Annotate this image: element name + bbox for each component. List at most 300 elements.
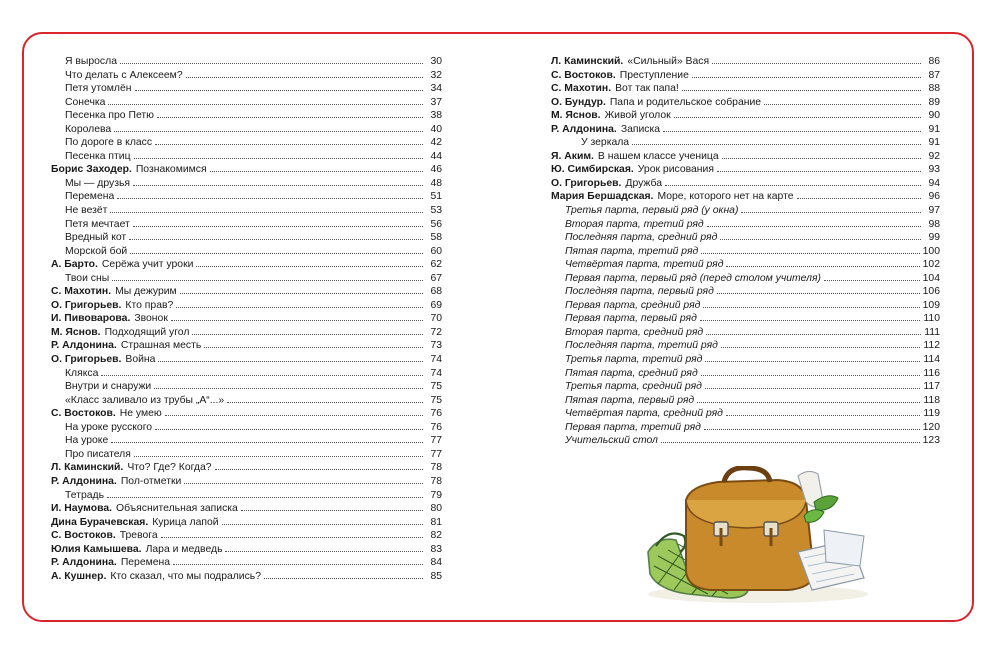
toc-dot-leader <box>632 135 921 145</box>
toc-entry-title: Королева <box>65 123 112 135</box>
toc-entry <box>551 284 940 298</box>
toc-entry-title: Клякса <box>65 367 99 379</box>
toc-entry-title: Внутри и снаружи <box>65 381 152 393</box>
toc-entry-page-number: 80 <box>430 503 442 515</box>
toc-entry-page-number: 74 <box>430 367 442 379</box>
toc-entry-title: Третья парта, третий ряд <box>565 354 703 366</box>
toc-dot-leader <box>165 406 423 416</box>
toc-entry-page-number: 100 <box>922 245 940 257</box>
toc-entry-page-number: 48 <box>430 177 442 189</box>
toc-entry-page-number: 37 <box>430 96 442 108</box>
toc-dot-leader <box>133 176 423 186</box>
toc-entry-title: Кто сказал, что мы подрались? <box>110 570 262 582</box>
toc-dot-leader <box>204 338 423 348</box>
toc-dot-leader <box>697 393 920 403</box>
toc-entry-page-number: 118 <box>923 394 940 406</box>
toc-entry-page-number: 120 <box>922 421 940 433</box>
toc-entry-page-number: 72 <box>430 326 442 338</box>
toc-entry-page-number: 73 <box>430 340 442 352</box>
toc-entry-author: С. Востоков. <box>51 408 116 420</box>
toc-entry <box>551 393 940 407</box>
toc-entry-page-number: 97 <box>928 205 940 217</box>
toc-entry-page-number: 116 <box>923 367 940 379</box>
toc-entry-page-number: 92 <box>928 150 940 162</box>
toc-entry-title: Пятая парта, третий ряд <box>565 245 699 257</box>
toc-entry-author: М. Яснов. <box>51 326 101 338</box>
toc-dot-leader <box>110 203 423 213</box>
toc-dot-leader <box>797 189 922 199</box>
toc-entry-page-number: 42 <box>430 137 442 149</box>
toc-entry-page-number: 85 <box>430 570 442 582</box>
toc-dot-leader <box>663 122 921 132</box>
toc-entry-title: Третья парта, средний ряд <box>565 381 702 393</box>
toc-entry-page-number: 62 <box>430 259 442 271</box>
toc-entry <box>551 95 940 109</box>
toc-dot-leader <box>726 406 921 416</box>
toc-dot-leader <box>741 203 921 213</box>
toc-entry-author: С. Востоков. <box>551 69 616 81</box>
toc-dot-leader <box>722 149 921 159</box>
toc-dot-leader <box>192 325 423 335</box>
toc-entry <box>551 257 940 271</box>
toc-entry-author: М. Яснов. <box>551 110 601 122</box>
toc-dot-leader <box>241 501 423 511</box>
toc-dot-leader <box>700 311 921 321</box>
toc-entry-page-number: 38 <box>430 110 442 122</box>
toc-entry-page-number: 89 <box>928 96 940 108</box>
toc-entry <box>51 217 442 231</box>
toc-entry <box>51 81 442 95</box>
toc-right-column <box>551 54 940 447</box>
toc-dot-leader <box>704 420 920 430</box>
toc-entry <box>51 406 442 420</box>
toc-dot-leader <box>701 244 919 254</box>
toc-entry-title: Что? Где? Когда? <box>127 462 212 474</box>
toc-entry-page-number: 53 <box>430 205 442 217</box>
toc-entry-title: Познакомимся <box>135 164 207 176</box>
toc-entry <box>51 162 442 176</box>
toc-entry-author: А. Барто. <box>51 259 98 271</box>
toc-entry <box>51 515 442 529</box>
toc-entry-title: Тетрадь <box>65 489 104 501</box>
toc-entry-title: Папа и родительское собрание <box>609 96 762 108</box>
toc-entry <box>551 81 940 95</box>
toc-entry-author: О. Григорьев. <box>551 177 622 189</box>
toc-entry <box>551 54 940 68</box>
toc-entry-page-number: 119 <box>923 408 940 420</box>
toc-entry-page-number: 82 <box>430 530 442 542</box>
toc-entry <box>51 393 442 407</box>
toc-entry <box>51 298 442 312</box>
toc-dot-leader <box>134 149 423 159</box>
toc-entry-title: Пятая парта, средний ряд <box>565 367 698 379</box>
toc-entry-author: Мария Бершадская. <box>551 191 654 203</box>
toc-entry-page-number: 68 <box>430 286 442 298</box>
toc-dot-leader <box>682 81 921 91</box>
toc-dot-leader <box>158 352 423 362</box>
toc-entry-title: Вот так папа! <box>615 83 679 95</box>
toc-entry <box>51 122 442 136</box>
toc-entry-title: Записка <box>620 123 661 135</box>
toc-entry <box>51 230 442 244</box>
toc-entry-title: Мы дежурим <box>115 286 177 298</box>
toc-entry <box>551 149 940 163</box>
toc-entry-title: По дороге в класс <box>65 137 153 149</box>
toc-entry <box>51 338 442 352</box>
toc-entry-page-number: 77 <box>430 435 442 447</box>
toc-dot-leader <box>674 108 921 118</box>
toc-entry <box>551 189 940 203</box>
toc-dot-leader <box>764 95 921 105</box>
toc-dot-leader <box>210 162 423 172</box>
toc-entry-title: Звонок <box>134 313 168 325</box>
toc-entry-title: Война <box>125 354 156 366</box>
toc-entry-title: Что делать с Алексеем? <box>65 69 183 81</box>
toc-entry-page-number: 110 <box>923 313 940 325</box>
toc-entry <box>551 366 940 380</box>
toc-entry-title: Дружба <box>625 177 662 189</box>
toc-entry <box>51 460 442 474</box>
toc-entry <box>551 244 940 258</box>
toc-entry <box>51 203 442 217</box>
toc-entry-page-number: 109 <box>922 299 940 311</box>
toc-dot-leader <box>157 108 423 118</box>
toc-entry <box>551 230 940 244</box>
toc-entry-title: Вторая парта, средний ряд <box>565 326 704 338</box>
toc-entry-page-number: 78 <box>430 475 442 487</box>
toc-entry-title: Первая парта, средний ряд <box>565 299 701 311</box>
toc-entry <box>551 176 940 190</box>
toc-dot-leader <box>108 95 423 105</box>
toc-entry <box>51 488 442 502</box>
toc-entry-page-number: 88 <box>928 83 940 95</box>
toc-entry-page-number: 94 <box>928 177 940 189</box>
toc-entry-page-number: 78 <box>430 462 442 474</box>
toc-entry <box>51 420 442 434</box>
toc-entry-author: С. Махотин. <box>51 286 112 298</box>
toc-entry-title: Живой уголок <box>604 110 671 122</box>
toc-entry-title: Петя утомлён <box>65 83 132 95</box>
toc-entry <box>551 108 940 122</box>
toc-entry-author: Юлия Камышева. <box>51 543 142 555</box>
toc-dot-leader <box>134 447 423 457</box>
toc-dot-leader <box>196 257 423 267</box>
toc-dot-leader <box>225 542 423 552</box>
toc-entry-author: Ю. Симбирская. <box>551 164 634 176</box>
toc-entry-page-number: 56 <box>430 218 442 230</box>
toc-entry-author: И. Пивоварова. <box>51 313 131 325</box>
toc-dot-leader <box>171 311 423 321</box>
toc-entry <box>51 555 442 569</box>
toc-entry-title: Кто прав? <box>125 299 174 311</box>
toc-entry-title: Последняя парта, средний ряд <box>565 232 718 244</box>
toc-dot-leader <box>161 528 423 538</box>
toc-entry-title: На уроке <box>65 435 109 447</box>
toc-entry-page-number: 104 <box>922 272 940 284</box>
toc-dot-leader <box>155 420 423 430</box>
toc-dot-leader <box>186 68 423 78</box>
toc-entry-title: Я выросла <box>65 56 117 67</box>
toc-entry-author: С. Востоков. <box>51 530 116 542</box>
toc-entry-page-number: 81 <box>430 516 442 528</box>
toc-dot-leader <box>176 298 423 308</box>
toc-entry-author: Борис Заходер. <box>51 164 132 176</box>
toc-entry-page-number: 32 <box>430 69 442 81</box>
toc-entry <box>551 338 940 352</box>
toc-entry <box>551 217 940 231</box>
toc-entry <box>51 501 442 515</box>
toc-entry-page-number: 112 <box>923 340 940 352</box>
toc-entry <box>51 149 442 163</box>
school-bag-icon <box>628 466 878 606</box>
toc-entry-title: Пол-отметки <box>120 475 182 487</box>
toc-entry-author: Р. Алдонина. <box>51 340 117 352</box>
toc-entry <box>51 352 442 366</box>
toc-dot-leader <box>665 176 921 186</box>
toc-dot-leader <box>135 81 423 91</box>
toc-entry-page-number: 123 <box>922 435 940 447</box>
toc-entry-title: Подходящий угол <box>104 326 190 338</box>
toc-dot-leader <box>824 271 920 281</box>
toc-entry-page-number: 98 <box>928 218 940 230</box>
toc-entry-page-number: 99 <box>928 232 940 244</box>
toc-entry-title: Преступление <box>619 69 689 81</box>
toc-dot-leader <box>120 54 423 64</box>
toc-entry-title: Четвёртая парта, средний ряд <box>565 408 723 420</box>
toc-entry-page-number: 106 <box>922 286 940 298</box>
toc-dot-leader <box>130 244 423 254</box>
toc-entry-title: Пятая парта, первый ряд <box>565 394 695 406</box>
toc-dot-leader <box>717 284 920 294</box>
toc-entry <box>51 311 442 325</box>
toc-entry-title: Про писателя <box>65 448 131 460</box>
toc-entry-page-number: 76 <box>430 408 442 420</box>
toc-entry-page-number: 44 <box>430 150 442 162</box>
toc-entry-page-number: 93 <box>928 164 940 176</box>
toc-entry-author: Л. Каминский. <box>551 56 624 67</box>
toc-entry <box>51 135 442 149</box>
toc-entry <box>51 325 442 339</box>
toc-dot-leader <box>117 189 423 199</box>
toc-entry-title: Петя мечтает <box>65 218 130 230</box>
toc-entry-author: Дина Бурачевская. <box>51 516 149 528</box>
toc-entry-author: А. Кушнер. <box>51 570 107 582</box>
toc-dot-leader <box>101 366 423 376</box>
toc-entry-author: Р. Алдонина. <box>51 475 117 487</box>
toc-entry-author: Л. Каминский. <box>51 462 124 474</box>
toc-dot-leader <box>703 298 919 308</box>
toc-entry <box>51 433 442 447</box>
toc-entry-author: Р. Алдонина. <box>551 123 617 135</box>
toc-dot-leader <box>215 460 423 470</box>
toc-entry-page-number: 76 <box>430 421 442 433</box>
toc-entry-page-number: 40 <box>430 123 442 135</box>
toc-entry-author: О. Григорьев. <box>51 299 122 311</box>
toc-entry-title: На уроке русского <box>65 421 153 433</box>
toc-entry <box>51 108 442 122</box>
toc-entry-title: Перемена <box>65 191 115 203</box>
toc-entry-page-number: 75 <box>430 394 442 406</box>
toc-entry-title: Море, которого нет на карте <box>657 191 794 203</box>
toc-dot-leader <box>721 338 921 348</box>
toc-dot-leader <box>129 230 423 240</box>
toc-entry-title: Серёжа учит уроки <box>101 259 194 271</box>
toc-entry-page-number: 86 <box>928 56 940 67</box>
toc-entry-title: Урок рисования <box>637 164 714 176</box>
toc-entry-page-number: 79 <box>430 489 442 501</box>
toc-entry <box>51 244 442 258</box>
toc-entry <box>551 203 940 217</box>
toc-entry-title: Курица лапой <box>152 516 219 528</box>
toc-dot-leader <box>692 68 921 78</box>
toc-entry <box>51 542 442 556</box>
toc-entry <box>51 447 442 461</box>
toc-entry-title: Песенка птиц <box>65 150 131 162</box>
toc-entry-title: Не везёт <box>65 205 108 217</box>
toc-entry-author: О. Бундур. <box>551 96 606 108</box>
toc-entry-title: Третья парта, первый ряд (у окна) <box>565 205 739 217</box>
toc-dot-leader <box>726 257 919 267</box>
toc-dot-leader <box>706 325 921 335</box>
toc-dot-leader <box>114 122 423 132</box>
toc-entry <box>51 189 442 203</box>
toc-entry-page-number: 111 <box>924 326 940 338</box>
toc-entry-title: Первая парта, первый ряд <box>565 313 697 325</box>
toc-entry <box>551 68 940 82</box>
toc-entry <box>551 406 940 420</box>
toc-entry-page-number: 51 <box>430 191 442 203</box>
toc-entry <box>551 311 940 325</box>
toc-dot-leader <box>112 271 423 281</box>
toc-entry-title: Лара и медведь <box>145 543 223 555</box>
toc-entry-title: Последняя парта, третий ряд <box>565 340 718 352</box>
toc-entry <box>51 271 442 285</box>
toc-entry-page-number: 117 <box>923 381 940 393</box>
toc-dot-leader <box>227 393 423 403</box>
toc-dot-leader <box>705 379 921 389</box>
toc-entry-author: И. Наумова. <box>51 503 112 515</box>
toc-entry-title: Вредный кот <box>65 232 127 244</box>
toc-entry-title: Не умею <box>119 408 162 420</box>
toc-entry-page-number: 70 <box>430 313 442 325</box>
toc-entry <box>551 352 940 366</box>
toc-entry <box>551 298 940 312</box>
toc-entry-title: Страшная месть <box>120 340 202 352</box>
toc-entry-page-number: 114 <box>923 354 940 366</box>
toc-dot-leader <box>264 569 423 579</box>
toc-dot-leader <box>720 230 921 240</box>
toc-entry <box>51 257 442 271</box>
toc-entry <box>51 474 442 488</box>
toc-entry <box>51 284 442 298</box>
toc-entry-page-number: 74 <box>430 354 442 366</box>
toc-entry <box>51 68 442 82</box>
toc-entry <box>551 433 940 447</box>
toc-dot-leader <box>184 474 423 484</box>
toc-entry-title: Последняя парта, первый ряд <box>565 286 714 298</box>
toc-entry-page-number: 60 <box>430 245 442 257</box>
toc-entry-title: Сонечка <box>65 96 106 108</box>
toc-entry-title: Первая парта, первый ряд (перед столом учителя) <box>565 272 821 284</box>
toc-entry-title: Перемена <box>120 557 171 569</box>
toc-entry <box>551 379 940 393</box>
toc-dot-leader <box>661 433 920 443</box>
toc-entry <box>551 271 940 285</box>
toc-left-column <box>51 54 442 582</box>
toc-dot-leader <box>173 555 423 565</box>
toc-entry-page-number: 58 <box>430 232 442 244</box>
toc-entry-page-number: 83 <box>430 543 442 555</box>
toc-entry-title: Тревога <box>119 530 158 542</box>
toc-entry <box>51 176 442 190</box>
toc-entry-title: Учительский стол <box>565 435 658 447</box>
toc-entry <box>51 54 442 68</box>
toc-entry <box>551 325 940 339</box>
toc-dot-leader <box>705 352 920 362</box>
toc-entry-page-number: 96 <box>928 191 940 203</box>
toc-entry-page-number: 84 <box>430 557 442 569</box>
toc-entry <box>51 379 442 393</box>
toc-entry-title: Четвёртая парта, третий ряд <box>565 259 724 271</box>
toc-entry-author: О. Григорьев. <box>51 354 122 366</box>
toc-entry <box>551 420 940 434</box>
toc-entry-page-number: 87 <box>928 69 940 81</box>
toc-entry-page-number: 90 <box>928 110 940 122</box>
toc-entry <box>551 135 940 149</box>
toc-entry <box>551 122 940 136</box>
toc-entry-title: Твои сны <box>65 272 110 284</box>
toc-entry-page-number: 46 <box>430 164 442 176</box>
toc-entry <box>51 366 442 380</box>
toc-entry-page-number: 67 <box>430 272 442 284</box>
toc-entry-title: В нашем классе ученица <box>597 150 719 162</box>
toc-dot-leader <box>154 379 423 389</box>
toc-entry-page-number: 102 <box>922 259 940 271</box>
toc-entry-title: Песенка про Петю <box>65 110 154 122</box>
toc-entry-title: Объяснительная записка <box>115 503 238 515</box>
toc-entry-author: С. Махотин. <box>551 83 612 95</box>
toc-entry-title: Морской бой <box>65 245 128 257</box>
toc-entry <box>51 528 442 542</box>
toc-dot-leader <box>107 488 423 498</box>
toc-dot-leader <box>111 433 423 443</box>
toc-entry-title: Первая парта, третий ряд <box>565 421 701 433</box>
toc-entry <box>51 95 442 109</box>
toc-dot-leader <box>155 135 423 145</box>
toc-entry-page-number: 75 <box>430 381 442 393</box>
toc-dot-leader <box>712 54 921 64</box>
toc-dot-leader <box>701 366 921 376</box>
toc-entry <box>551 162 940 176</box>
toc-entry-page-number: 91 <box>928 123 940 135</box>
toc-entry-title: У зеркала <box>581 137 630 149</box>
toc-entry-title: Мы — друзья <box>65 177 131 189</box>
toc-dot-leader <box>180 284 423 294</box>
toc-entry-author: Я. Аким. <box>551 150 594 162</box>
toc-entry-title: «Сильный» Вася <box>627 56 710 67</box>
toc-entry-page-number: 30 <box>430 56 442 67</box>
toc-dot-leader <box>222 515 423 525</box>
toc-dot-leader <box>133 217 423 227</box>
toc-entry <box>51 569 442 583</box>
toc-entry-author: Р. Алдонина. <box>51 557 117 569</box>
toc-dot-leader <box>707 217 921 227</box>
toc-dot-leader <box>717 162 921 172</box>
toc-entry-title: «Класс заливало из трубы „А“...» <box>65 394 225 406</box>
toc-entry-title: Вторая парта, третий ряд <box>565 218 704 230</box>
toc-entry-page-number: 69 <box>430 299 442 311</box>
toc-entry-page-number: 77 <box>430 448 442 460</box>
